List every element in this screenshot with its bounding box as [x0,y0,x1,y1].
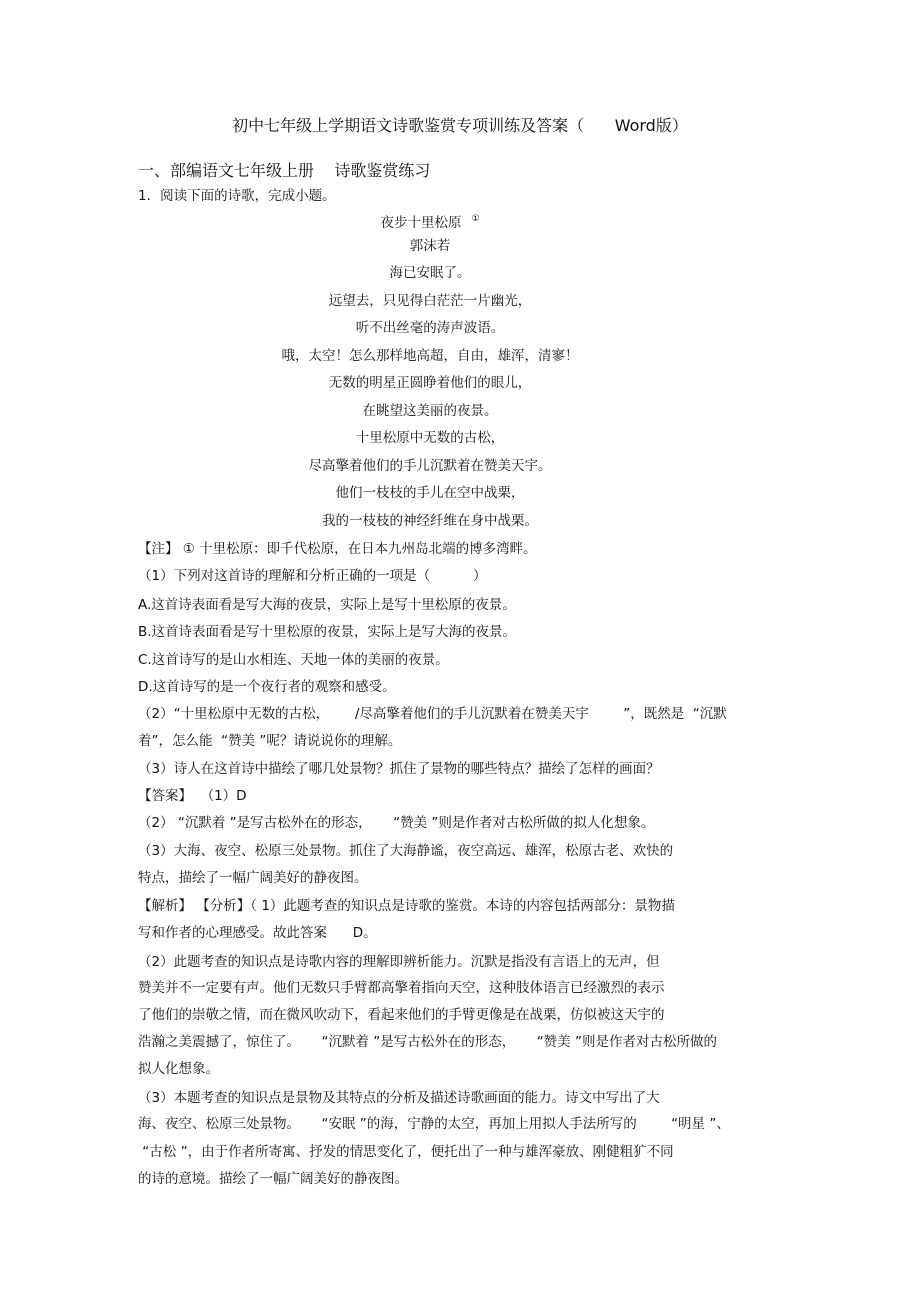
analysis-line: 浩瀚之美震撼了，惊住了。 “沉默着 ”是写古松外在的形态， “赞美 ”则是作者对古松所做的 [138,1034,717,1050]
poem-title-text: 夜步十里松原 [380,215,462,231]
poem-line: 在眺望这美丽的夜景。 [362,403,498,419]
poem-line: 十里松原中无数的古松， [355,430,505,446]
poem-line: 远望去，只见得白茫茫一片幽光， [328,293,532,309]
analysis-line: 了他们的崇敬之情，而在微风吹动下，看起来他们的手臂更像是在战栗，仿似被这天宇的 [138,1007,665,1023]
question-2: （2）“十里松原中无数的古松， /尽高擎着他们的手儿沉默着在赞美天宇 ”，既然是 “沉默 [138,706,727,722]
analysis-line: （2）此题考查的知识点是诗歌内容的理解即辨析能力。沉默是指没有言语上的无声，但 [138,954,660,970]
answer-line: 【答案】 （1）D [138,788,247,804]
analysis-line: 海、夜空、松原三处景物。 “安眠 ”的海，宁静的太空，再加上用拟人手法所写的 “明星 ”、 [138,1116,730,1132]
question-2: 着”，怎么能 “赞美 ”呢？请说说你的理解。 [138,733,402,749]
answer-line: 特点，描绘了一幅广阔美好的静夜图。 [138,870,368,886]
poem-line: 他们一枝枝的手儿在空中战栗， [335,485,525,501]
poem-line: 无数的明星正圆睁着他们的眼儿， [328,375,532,391]
question-intro: 1．阅读下面的诗歌，完成小题。 [138,188,336,204]
analysis-line: 赞美并不一定要有声。他们无数只手臂都高擎着指向天空，这种肢体语言已经激烈的表示 [138,980,665,996]
analysis-line: 写和作者的心理感受。故此答案 D。 [138,925,377,941]
poem-line: 听不出丝毫的涛声波语。 [355,320,505,336]
question-1: （1）下列对这首诗的理解和分析正确的一项是（ ） [138,568,487,584]
analysis-line: （3）本题考查的知识点是景物及其特点的分析及描述诗歌画面的能力。诗文中写出了大 [138,1090,660,1106]
answer-line: （3）大海、夜空、松原三处景物。抓住了大海静谧，夜空高远、雄浑，松原古老、欢快的 [138,843,674,859]
option-c: C.这首诗写的是山水相连、天地一体的美丽的夜景。 [138,652,449,668]
question-3: （3）诗人在这首诗中描绘了哪几处景物？抓住了景物的哪些特点？描绘了怎样的画面？ [138,761,660,777]
analysis-line: 拟人化想象。 [138,1061,219,1077]
poem-author: 郭沫若 [409,238,451,254]
analysis-line: 【解析】 【分析】（ 1）此题考查的知识点是诗歌的鉴赏。本诗的内容包括两部分：景物描 [138,898,675,914]
option-b: B.这首诗表面看是写十里松原的夜景，实际上是写大海的夜景。 [138,624,517,640]
poem-line: 海已安眠了。 [389,265,471,281]
section-heading: 一、部编语文七年级上册 诗歌鉴赏练习 [138,161,431,180]
answer-line: （2） “沉默着 ”是写古松外在的形态， “赞美 ”则是作者对古松所做的拟人化想象。 [138,815,655,831]
poem-line: 我的一枝枝的神经纤维在身中战栗。 [322,513,538,529]
footnote-mark: ① [471,214,480,224]
poem-title [0,210,860,232]
option-d: D.这首诗写的是一个夜行者的观察和感受。 [138,679,396,695]
analysis-line: 的诗的意境。描绘了一幅广阔美好的静夜图。 [138,1171,408,1187]
analysis-line: “古松 ”，由于作者所寄寓、抒发的情思变化了，便托出了一种与雄浑豪放、刚健粗犷不同 [138,1144,674,1160]
option-a: A.这首诗表面看是写大海的夜景，实际上是写十里松原的夜景。 [138,597,516,613]
poem-line: 尽高擎着他们的手儿沉默着在赞美天宇。 [308,458,552,474]
note: 【注】 ① 十里松原：即千代松原，在日本九州岛北端的博多湾畔。 [138,541,537,557]
poem-line: 哦，太空！怎么那样地高超，自由，雄浑，清寥！ [281,348,579,364]
page-title: 初中七年级上学期语文诗歌鉴赏专项训练及答案（ Word版） [232,116,688,135]
